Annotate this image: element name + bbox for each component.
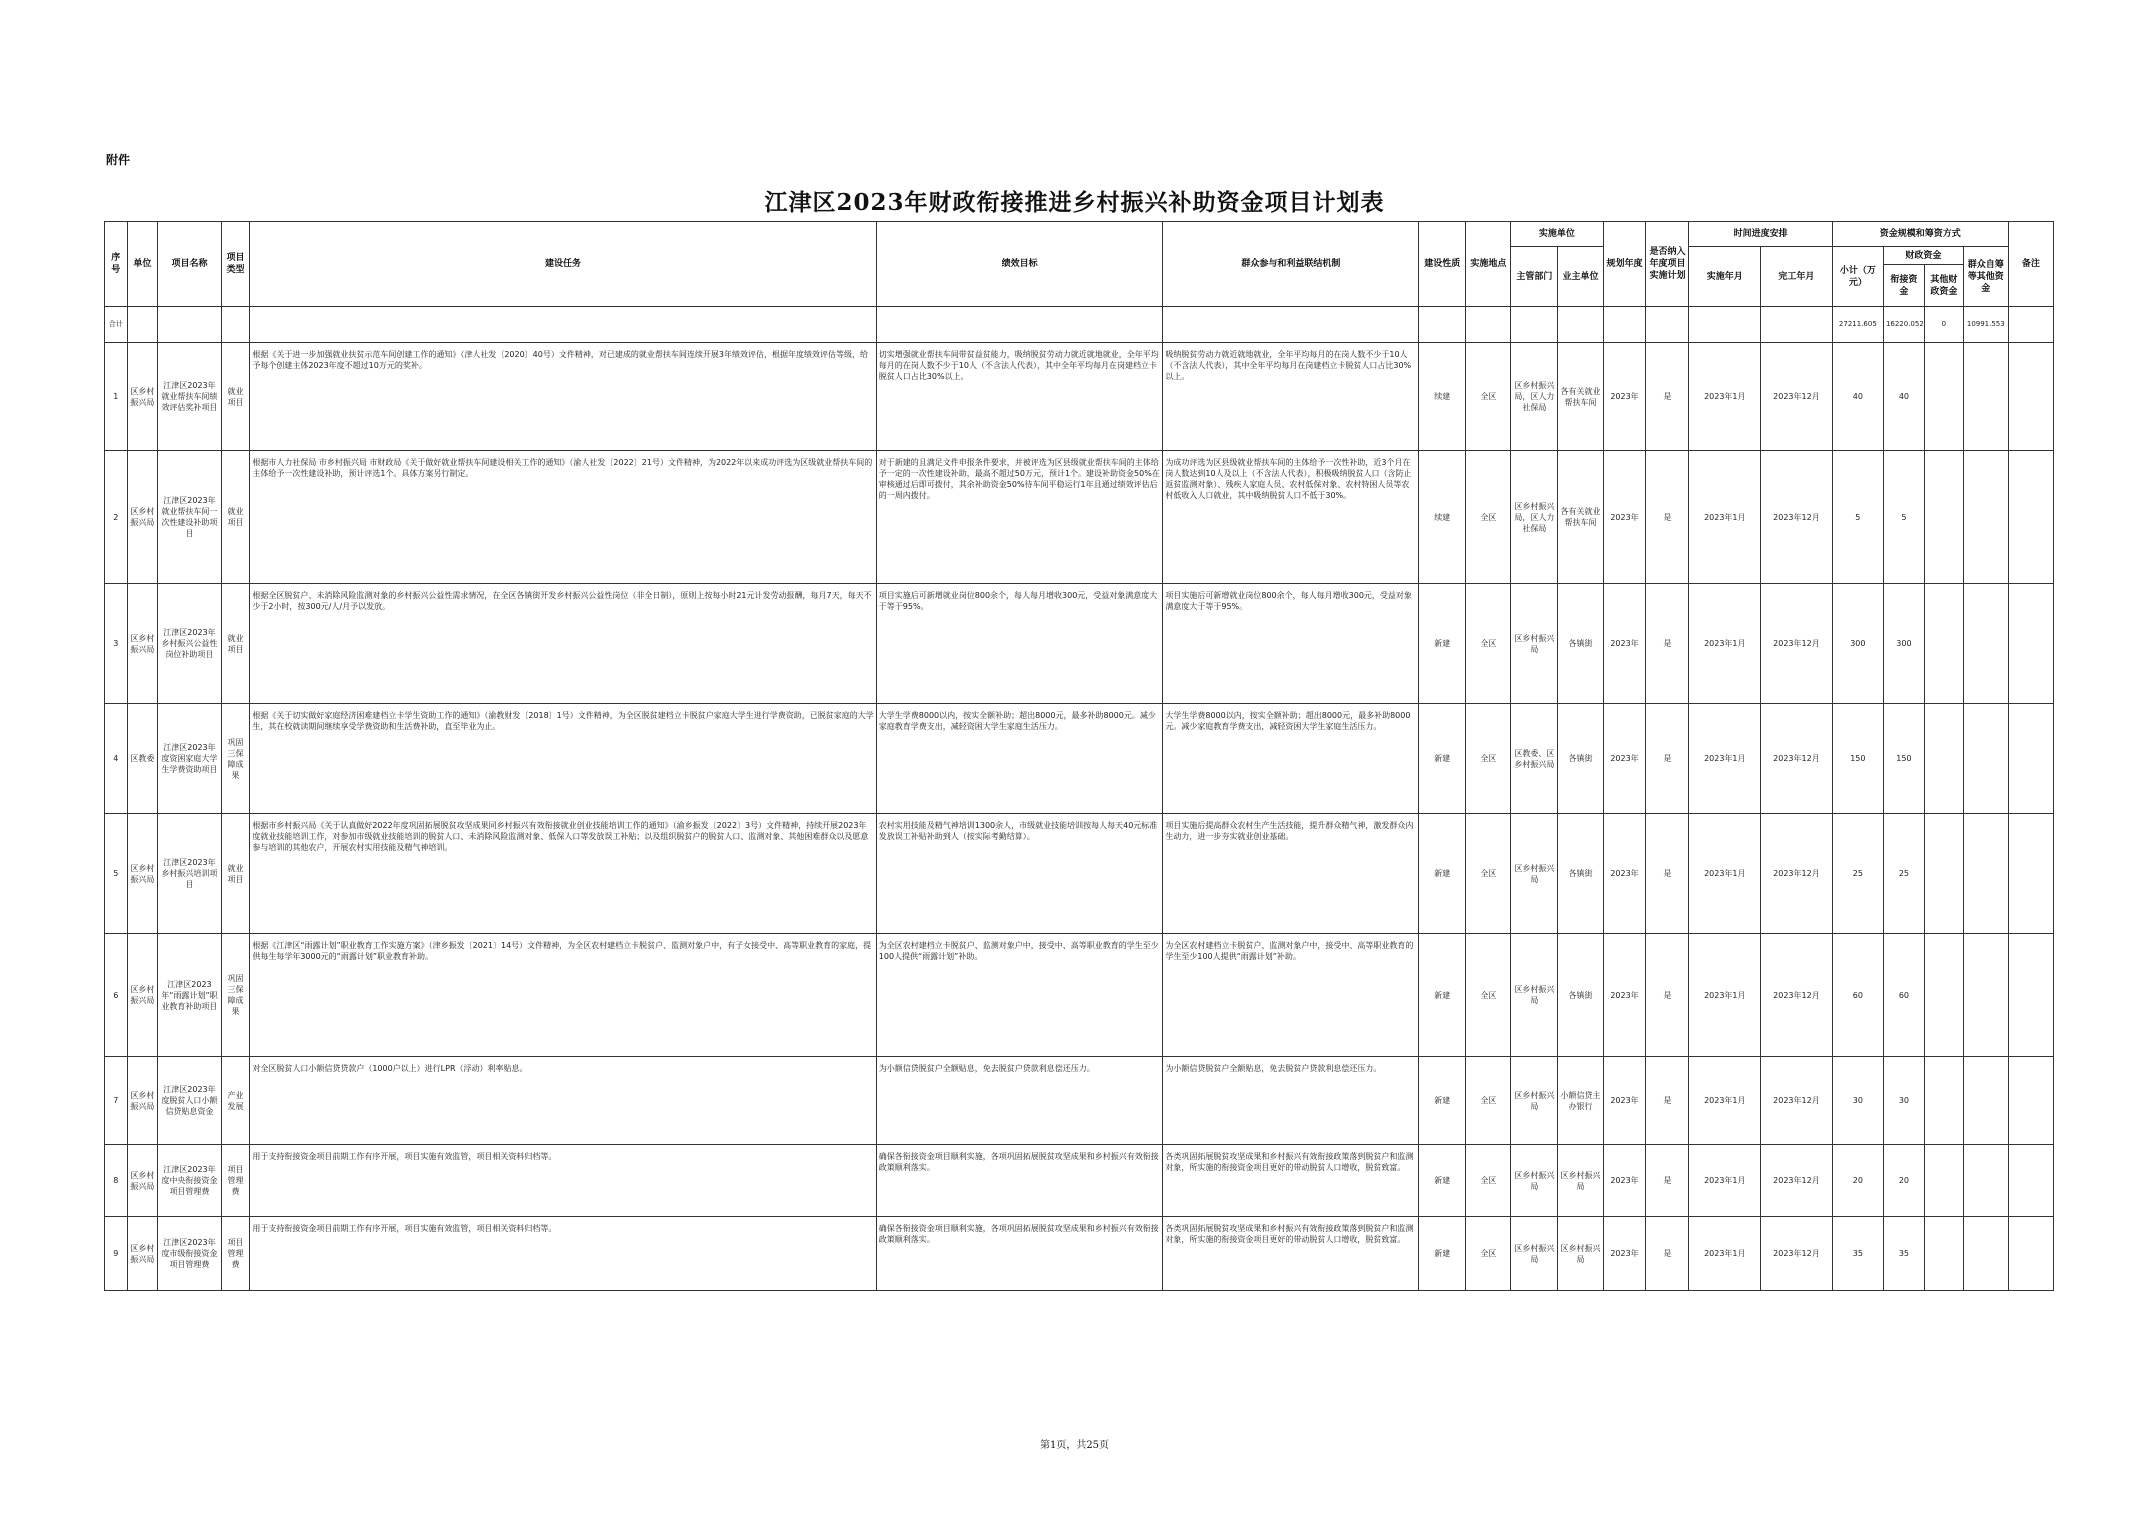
row-mechanism: 为成功评选为区县级就业帮扶车间的主体给予一次性补助，近3个月在岗人数达到10人及以上（不含法人代表），积极吸纳脱贫人口（含防止返贫监测对象）、残疾人家庭人员、农村低保对象、农村特困人员等农村低收入人口就业，其中吸纳脱贫人口不低于30%。 bbox=[1163, 451, 1419, 584]
row-location: 全区 bbox=[1466, 1057, 1511, 1145]
row-linked: 60 bbox=[1883, 934, 1924, 1057]
row-subtotal: 40 bbox=[1832, 343, 1883, 451]
table-row bbox=[105, 934, 2054, 1057]
row-self bbox=[1963, 343, 2008, 451]
row-dept: 区乡村振兴局，区人力社保局 bbox=[1511, 343, 1558, 451]
table-row bbox=[105, 1217, 2054, 1291]
row-seq: 5 bbox=[105, 814, 128, 934]
row-location: 全区 bbox=[1466, 1145, 1511, 1217]
row-self bbox=[1963, 934, 2008, 1057]
row-year: 2023年 bbox=[1603, 934, 1646, 1057]
header-seq: 序号 bbox=[105, 222, 128, 307]
row-remark bbox=[2008, 1217, 2053, 1291]
row-linked: 300 bbox=[1883, 584, 1924, 704]
row-mechanism: 各类巩固拓展脱贫攻坚成果和乡村振兴有效衔接政策落到脱贫户和监测对象，所实施的衔接资金项目更好的带动脱贫人口增收，脱贫致富。 bbox=[1163, 1217, 1419, 1291]
header-remark: 备注 bbox=[2008, 222, 2053, 307]
row-location: 全区 bbox=[1466, 343, 1511, 451]
row-remark bbox=[2008, 1057, 2053, 1145]
row-unit: 区教委 bbox=[127, 704, 158, 814]
row-type: 就业项目 bbox=[221, 584, 250, 704]
row-task: 根据市乡村振兴局《关于认真做好2022年度巩固拓展脱贫攻坚成果同乡村振兴有效衔接就业创业技能培训工作的通知》（渝乡振发〔2022〕3号）文件精神，持续开展2023年度就业技能培训工作，对参加市级就业技能培训的脱贫人口、未消除风险监测对象、低保人口等发放误工补贴；以及组织脱贫户的脱贫人口、监测对象、其他困难群众以及愿意参与培训的其他农户，开展农村实用技能及精气神培训。 bbox=[250, 814, 876, 934]
header-owner: 业主单位 bbox=[1558, 247, 1603, 307]
row-start: 2023年1月 bbox=[1689, 343, 1761, 451]
row-other bbox=[1924, 704, 1963, 814]
table-row bbox=[105, 584, 2054, 704]
header-linked: 衔接资金 bbox=[1883, 265, 1924, 307]
row-name: 江津区2023年就业帮扶车间绩效评估奖补项目 bbox=[158, 343, 221, 451]
row-self bbox=[1963, 1217, 2008, 1291]
row-linked: 25 bbox=[1883, 814, 1924, 934]
document-title: 江津区2023年财政衔接推进乡村振兴补助资金项目计划表 bbox=[764, 189, 1385, 216]
row-end: 2023年12月 bbox=[1761, 814, 1833, 934]
row-goal: 切实增强就业帮扶车间带贫益贫能力，吸纳脱贫劳动力就近就地就业，全年平均每月的在岗人数不少于10人（不含法人代表），其中全年平均每月在岗建档立卡脱贫人口占比30%以上。 bbox=[876, 343, 1163, 451]
row-start: 2023年1月 bbox=[1689, 1057, 1761, 1145]
row-included: 是 bbox=[1646, 451, 1689, 584]
header-subtotal: 小计（万元） bbox=[1832, 247, 1883, 307]
row-location: 全区 bbox=[1466, 584, 1511, 704]
table-row bbox=[105, 704, 2054, 814]
row-included: 是 bbox=[1646, 1145, 1689, 1217]
header-start: 实施年月 bbox=[1689, 247, 1761, 307]
header-fund-group: 资金规模和筹资方式 bbox=[1832, 222, 2008, 247]
row-dept: 区乡村振兴局 bbox=[1511, 934, 1558, 1057]
header-goal: 绩效目标 bbox=[876, 222, 1163, 307]
header-year: 规划年度 bbox=[1603, 222, 1646, 307]
row-owner: 各有关就业帮扶车间 bbox=[1558, 451, 1603, 584]
row-unit: 区乡村振兴局 bbox=[127, 343, 158, 451]
row-task: 根据全区脱贫户、未消除风险监测对象的乡村振兴公益性需求情况，在全区各镇街开发乡村振兴公益性岗位（非全日制），原则上按每小时21元计发劳动报酬，每月7天，每天不少于2小时，按300元/人/月予以发放。 bbox=[250, 584, 876, 704]
table-row bbox=[105, 1057, 2054, 1145]
table-row bbox=[105, 343, 2054, 451]
row-unit: 区乡村振兴局 bbox=[127, 1057, 158, 1145]
row-nature: 新建 bbox=[1419, 1145, 1466, 1217]
total-other: 0 bbox=[1924, 307, 1963, 343]
row-name: 江津区2023年度资困家庭大学生学费资助项目 bbox=[158, 704, 221, 814]
row-linked: 40 bbox=[1883, 343, 1924, 451]
row-start: 2023年1月 bbox=[1689, 1145, 1761, 1217]
row-owner: 各镇街 bbox=[1558, 934, 1603, 1057]
row-included: 是 bbox=[1646, 1217, 1689, 1291]
row-name: 江津区2023年度中央衔接资金项目管理费 bbox=[158, 1145, 221, 1217]
row-start: 2023年1月 bbox=[1689, 584, 1761, 704]
row-remark bbox=[2008, 814, 2053, 934]
row-other bbox=[1924, 1145, 1963, 1217]
row-end: 2023年12月 bbox=[1761, 1217, 1833, 1291]
row-other bbox=[1924, 343, 1963, 451]
row-subtotal: 20 bbox=[1832, 1145, 1883, 1217]
row-linked: 5 bbox=[1883, 451, 1924, 584]
row-goal: 为全区农村建档立卡脱贫户、监测对象户中，接受中、高等职业教育的学生至少100人提供“雨露计划”补助。 bbox=[876, 934, 1163, 1057]
row-dept: 区乡村振兴局 bbox=[1511, 1057, 1558, 1145]
row-end: 2023年12月 bbox=[1761, 704, 1833, 814]
row-remark bbox=[2008, 934, 2053, 1057]
row-unit: 区乡村振兴局 bbox=[127, 584, 158, 704]
row-location: 全区 bbox=[1466, 704, 1511, 814]
row-remark bbox=[2008, 584, 2053, 704]
header-schedule-group: 时间进度安排 bbox=[1689, 222, 1832, 247]
table-row bbox=[105, 1145, 2054, 1217]
row-seq: 8 bbox=[105, 1145, 128, 1217]
row-start: 2023年1月 bbox=[1689, 451, 1761, 584]
row-year: 2023年 bbox=[1603, 1217, 1646, 1291]
row-unit: 区乡村振兴局 bbox=[127, 1145, 158, 1217]
row-self bbox=[1963, 1145, 2008, 1217]
row-seq: 1 bbox=[105, 343, 128, 451]
header-other-fiscal: 其他财政资金 bbox=[1924, 265, 1963, 307]
row-subtotal: 35 bbox=[1832, 1217, 1883, 1291]
header-location: 实施地点 bbox=[1466, 222, 1511, 307]
row-name: 江津区2023年乡村振兴公益性岗位补助项目 bbox=[158, 584, 221, 704]
header-included: 是否纳入年度项目实施计划 bbox=[1646, 222, 1689, 307]
row-remark bbox=[2008, 343, 2053, 451]
row-mechanism: 各类巩固拓展脱贫攻坚成果和乡村振兴有效衔接政策落到脱贫户和监测对象，所实施的衔接资金项目更好的带动脱贫人口增收，脱贫致富。 bbox=[1163, 1145, 1419, 1217]
row-seq: 3 bbox=[105, 584, 128, 704]
row-task: 用于支持衔接资金项目前期工作有序开展，项目实施有效监管，项目相关资料归档等。 bbox=[250, 1217, 876, 1291]
row-remark bbox=[2008, 704, 2053, 814]
row-seq: 7 bbox=[105, 1057, 128, 1145]
row-end: 2023年12月 bbox=[1761, 584, 1833, 704]
row-name: 江津区2023年就业帮扶车间一次性建设补助项目 bbox=[158, 451, 221, 584]
row-remark bbox=[2008, 451, 2053, 584]
row-mechanism: 吸纳脱贫劳动力就近就地就业，全年平均每月的在岗人数不少于10人（不含法人代表），其中全年平均每月在岗建档立卡脱贫人口占比30%以上。 bbox=[1163, 343, 1419, 451]
row-nature: 新建 bbox=[1419, 934, 1466, 1057]
row-nature: 新建 bbox=[1419, 1217, 1466, 1291]
row-goal: 项目实施后可新增就业岗位800余个，每人每月增收300元，受益对象满意度大于等于95%。 bbox=[876, 584, 1163, 704]
total-self: 10991.553 bbox=[1963, 307, 2008, 343]
row-included: 是 bbox=[1646, 343, 1689, 451]
row-self bbox=[1963, 584, 2008, 704]
row-name: 江津区2023年度市级衔接资金项目管理费 bbox=[158, 1217, 221, 1291]
row-subtotal: 25 bbox=[1832, 814, 1883, 934]
row-self bbox=[1963, 814, 2008, 934]
row-dept: 区教委、区乡村振兴局 bbox=[1511, 704, 1558, 814]
row-type: 巩固三保障成果 bbox=[221, 934, 250, 1057]
row-linked: 30 bbox=[1883, 1057, 1924, 1145]
header-fiscal-group: 财政资金 bbox=[1883, 247, 1963, 265]
row-self bbox=[1963, 704, 2008, 814]
row-mechanism: 项目实施后提高群众农村生产生活技能，提升群众精气神，激发群众内生动力，进一步夯实就业创业基础。 bbox=[1163, 814, 1419, 934]
row-mechanism: 项目实施后可新增就业岗位800余个，每人每月增收300元，受益对象满意度大于等于95%。 bbox=[1163, 584, 1419, 704]
row-linked: 150 bbox=[1883, 704, 1924, 814]
row-nature: 新建 bbox=[1419, 814, 1466, 934]
row-owner: 区乡村振兴局 bbox=[1558, 1145, 1603, 1217]
header-task: 建设任务 bbox=[250, 222, 876, 307]
row-included: 是 bbox=[1646, 814, 1689, 934]
row-included: 是 bbox=[1646, 1057, 1689, 1145]
project-plan-table bbox=[104, 221, 2054, 1291]
row-type: 项目管理费 bbox=[221, 1217, 250, 1291]
row-other bbox=[1924, 814, 1963, 934]
row-dept: 区乡村振兴局 bbox=[1511, 814, 1558, 934]
row-nature: 续建 bbox=[1419, 343, 1466, 451]
row-name: 江津区2023年度脱贫人口小额信贷贴息资金 bbox=[158, 1057, 221, 1145]
row-end: 2023年12月 bbox=[1761, 1145, 1833, 1217]
row-seq: 4 bbox=[105, 704, 128, 814]
row-year: 2023年 bbox=[1603, 451, 1646, 584]
table-row bbox=[105, 814, 2054, 934]
row-subtotal: 150 bbox=[1832, 704, 1883, 814]
table-row bbox=[105, 451, 2054, 584]
row-task: 对全区脱贫人口小额信贷贷款户（1000户以上）进行LPR（浮动）利率贴息。 bbox=[250, 1057, 876, 1145]
row-year: 2023年 bbox=[1603, 343, 1646, 451]
row-nature: 新建 bbox=[1419, 1057, 1466, 1145]
row-dept: 区乡村振兴局 bbox=[1511, 1217, 1558, 1291]
header-dept: 主管部门 bbox=[1511, 247, 1558, 307]
row-other bbox=[1924, 584, 1963, 704]
row-mechanism: 为全区农村建档立卡脱贫户、监测对象户中，接受中、高等职业教育的学生至少100人提供“雨露计划”补助。 bbox=[1163, 934, 1419, 1057]
row-nature: 新建 bbox=[1419, 584, 1466, 704]
total-subtotal: 27211.605 bbox=[1832, 307, 1883, 343]
total-label: 合计 bbox=[105, 307, 128, 343]
header-name: 项目名称 bbox=[158, 222, 221, 307]
header-impl-group: 实施单位 bbox=[1511, 222, 1603, 247]
row-seq: 9 bbox=[105, 1217, 128, 1291]
row-goal: 农村实用技能及精气神培训1300余人，市级就业技能培训按每人每天40元标准发放误工补贴补助到人（按实际考勤结算）。 bbox=[876, 814, 1163, 934]
header-nature: 建设性质 bbox=[1419, 222, 1466, 307]
row-unit: 区乡村振兴局 bbox=[127, 934, 158, 1057]
row-year: 2023年 bbox=[1603, 814, 1646, 934]
row-location: 全区 bbox=[1466, 934, 1511, 1057]
total-row bbox=[105, 307, 2054, 343]
row-other bbox=[1924, 1217, 1963, 1291]
header-type: 项目类型 bbox=[221, 222, 250, 307]
row-end: 2023年12月 bbox=[1761, 934, 1833, 1057]
row-type: 就业项目 bbox=[221, 814, 250, 934]
row-goal: 确保各衔接资金项目顺利实施，各项巩固拓展脱贫攻坚成果和乡村振兴有效衔接政策顺利落实。 bbox=[876, 1145, 1163, 1217]
row-owner: 小额信贷主办银行 bbox=[1558, 1057, 1603, 1145]
page-footer: 第1页，共25页 bbox=[1039, 1440, 1110, 1451]
row-type: 产业发展 bbox=[221, 1057, 250, 1145]
row-self bbox=[1963, 1057, 2008, 1145]
row-dept: 区乡村振兴局 bbox=[1511, 1145, 1558, 1217]
row-mechanism: 大学生学费8000以内，按实全额补助；超出8000元，最多补助8000元。减少家庭教育学费支出，减轻资困大学生家庭生活压力。 bbox=[1163, 704, 1419, 814]
row-task: 用于支持衔接资金项目前期工作有序开展，项目实施有效监管，项目相关资料归档等。 bbox=[250, 1145, 876, 1217]
header-end: 完工年月 bbox=[1761, 247, 1833, 307]
row-dept: 区乡村振兴局 bbox=[1511, 584, 1558, 704]
row-year: 2023年 bbox=[1603, 584, 1646, 704]
row-owner: 区乡村振兴局 bbox=[1558, 1217, 1603, 1291]
row-other bbox=[1924, 451, 1963, 584]
total-linked: 16220.052 bbox=[1883, 307, 1924, 343]
row-type: 巩固三保障成果 bbox=[221, 704, 250, 814]
row-other bbox=[1924, 934, 1963, 1057]
row-dept: 区乡村振兴局，区人力社保局 bbox=[1511, 451, 1558, 584]
row-name: 江津区2023年“雨露计划”职业教育补助项目 bbox=[158, 934, 221, 1057]
row-start: 2023年1月 bbox=[1689, 934, 1761, 1057]
row-owner: 各有关就业帮扶车间 bbox=[1558, 343, 1603, 451]
row-task: 根据《关于进一步加强就业扶贫示范车间创建工作的通知》（津人社发〔2020〕40号）文件精神，对已建成的就业帮扶车间连续开展3年绩效评估，根据年度绩效评估等级，给予每个创建主体2023年度不超过10万元的奖补。 bbox=[250, 343, 876, 451]
row-subtotal: 30 bbox=[1832, 1057, 1883, 1145]
row-end: 2023年12月 bbox=[1761, 1057, 1833, 1145]
row-mechanism: 为小额信贷脱贫户全额贴息，免去脱贫户贷款利息偿还压力。 bbox=[1163, 1057, 1419, 1145]
row-seq: 2 bbox=[105, 451, 128, 584]
row-task: 根据《关于切实做好家庭经济困难建档立卡学生资助工作的通知》（渝教财发〔2018〕1号）文件精神，为全区脱贫建档立卡脱贫户家庭大学生进行学费资助，已脱贫家庭的大学生，其在校就读期间继续享受学费资助和生活费补助，直至毕业为止。 bbox=[250, 704, 876, 814]
row-end: 2023年12月 bbox=[1761, 343, 1833, 451]
row-location: 全区 bbox=[1466, 814, 1511, 934]
row-included: 是 bbox=[1646, 934, 1689, 1057]
row-seq: 6 bbox=[105, 934, 128, 1057]
row-unit: 区乡村振兴局 bbox=[127, 1217, 158, 1291]
row-location: 全区 bbox=[1466, 451, 1511, 584]
header-self: 群众自筹等其他资金 bbox=[1963, 247, 2008, 307]
row-start: 2023年1月 bbox=[1689, 1217, 1761, 1291]
row-owner: 各镇街 bbox=[1558, 584, 1603, 704]
row-included: 是 bbox=[1646, 584, 1689, 704]
row-subtotal: 5 bbox=[1832, 451, 1883, 584]
row-goal: 对于新建的且满足文件申报条件要求，并被评选为区县级就业帮扶车间的主体给予一定的一次性建设补助，最高不超过50万元，预计1个。建设补助资金50%在审核通过后即可拨付，其余补助资金50%待车间平稳运行1年且通过绩效评估后的一周内拨付。 bbox=[876, 451, 1163, 584]
row-linked: 20 bbox=[1883, 1145, 1924, 1217]
row-self bbox=[1963, 451, 2008, 584]
row-task: 根据《江津区“雨露计划”职业教育工作实施方案》（津乡振发〔2021〕14号）文件精神，为全区农村建档立卡脱贫户、监测对象户中，有子女接受中、高等职业教育的家庭，提供每生每学年3000元的“雨露计划”职业教育补助。 bbox=[250, 934, 876, 1057]
row-type: 项目管理费 bbox=[221, 1145, 250, 1217]
row-location: 全区 bbox=[1466, 1217, 1511, 1291]
attachment-label: 附件 bbox=[106, 153, 131, 167]
row-nature: 续建 bbox=[1419, 451, 1466, 584]
row-year: 2023年 bbox=[1603, 1057, 1646, 1145]
row-year: 2023年 bbox=[1603, 1145, 1646, 1217]
row-task: 根据市人力社保局 市乡村振兴局 市财政局《关于做好就业帮扶车间建设相关工作的通知》（渝人社发〔2022〕21号）文件精神，为2022年以来成功评选为区级就业帮扶车间的主体给予一次性建设补助，预计评选1个。具体方案另行制定。 bbox=[250, 451, 876, 584]
row-goal: 为小额信贷脱贫户全额贴息，免去脱贫户贷款利息偿还压力。 bbox=[876, 1057, 1163, 1145]
row-unit: 区乡村振兴局 bbox=[127, 451, 158, 584]
row-start: 2023年1月 bbox=[1689, 704, 1761, 814]
row-goal: 大学生学费8000以内，按实全额补助；超出8000元，最多补助8000元。减少家庭教育学费支出，减轻资困大学生家庭生活压力。 bbox=[876, 704, 1163, 814]
row-owner: 各镇街 bbox=[1558, 814, 1603, 934]
row-subtotal: 60 bbox=[1832, 934, 1883, 1057]
header-mechanism: 群众参与和利益联结机制 bbox=[1163, 222, 1419, 307]
row-unit: 区乡村振兴局 bbox=[127, 814, 158, 934]
row-remark bbox=[2008, 1145, 2053, 1217]
header-unit: 单位 bbox=[127, 222, 158, 307]
row-name: 江津区2023年乡村振兴培训项目 bbox=[158, 814, 221, 934]
row-year: 2023年 bbox=[1603, 704, 1646, 814]
row-type: 就业项目 bbox=[221, 343, 250, 451]
row-linked: 35 bbox=[1883, 1217, 1924, 1291]
row-nature: 新建 bbox=[1419, 704, 1466, 814]
row-start: 2023年1月 bbox=[1689, 814, 1761, 934]
row-type: 就业项目 bbox=[221, 451, 250, 584]
row-included: 是 bbox=[1646, 704, 1689, 814]
row-owner: 各镇街 bbox=[1558, 704, 1603, 814]
row-goal: 确保各衔接资金项目顺利实施，各项巩固拓展脱贫攻坚成果和乡村振兴有效衔接政策顺利落实。 bbox=[876, 1217, 1163, 1291]
row-end: 2023年12月 bbox=[1761, 451, 1833, 584]
row-other bbox=[1924, 1057, 1963, 1145]
row-subtotal: 300 bbox=[1832, 584, 1883, 704]
